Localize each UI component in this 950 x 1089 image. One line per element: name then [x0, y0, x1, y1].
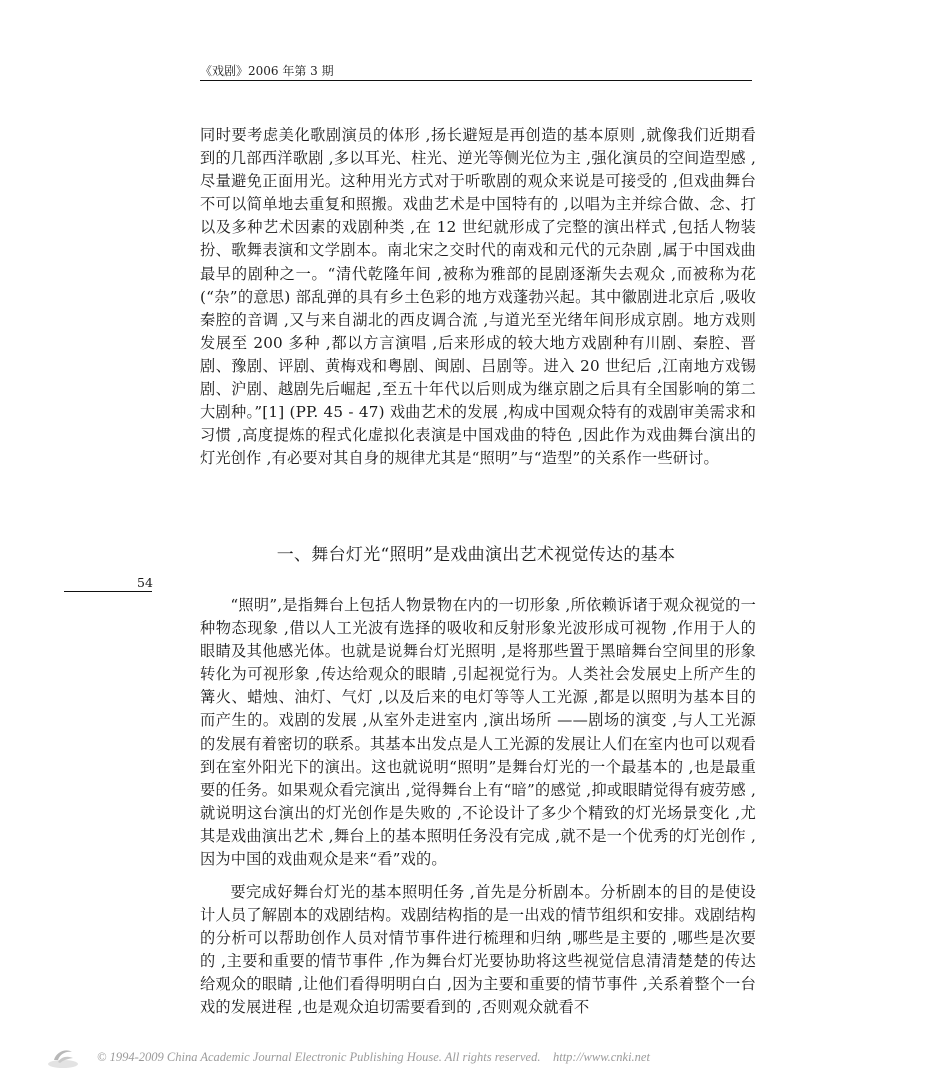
page-number-rule: [64, 591, 152, 592]
header-rule: [200, 80, 752, 81]
page-number: 54: [137, 575, 153, 590]
copyright-footer: © 1994-2009 China Academic Journal Electronic Publishing House. All rights reserved. http://www.cnki.net: [97, 1050, 650, 1064]
cnki-logo-icon: [46, 1044, 80, 1070]
body-paragraph-2: “照明”,是指舞台上包括人物景物在内的一切形象 ,所依赖诉诸于观众视觉的一种物态现象 ,借以人工光波有选择的吸收和反射形象光波形成可视物 ,作用于人的眼睛及其他感光体。也就是说舞台灯光照明 ,是将那些置于黑暗舞台空间里的形象转化为可视形象 ,传达给观众的眼睛 ,引起视觉行为。人类社会发展史上所产生的篝火、蜡烛、油灯、气灯 ,以及后来的电灯等等人工光源 ,都是以照明为基本目的而产生的。戏剧的发展 ,从室外走进室内 ,演出场所 ——剧场的演变 ,与人工光源的发展有着密切的联系。其基本出发点是人工光源的发展让人们在室内也可以观看到在室外阳光下的演出。这也就说明“照明”是舞台灯光的一个最基本的 ,也是最重要的任务。如果观众看完演出 ,觉得舞台上有“暗”的感觉 ,抑或眼睛觉得有疲劳感 ,就说明这台演出的灯光创作是失败的 ,不论设计了多少个精致的灯光场景变化 ,尤其是戏曲演出艺术 ,舞台上的基本照明任务没有完成 ,就不是一个优秀的灯光创作 ,因为中国的戏曲观众是来“看”戏的。: [200, 596, 756, 869]
body-paragraph-1: 同时要考虑美化歌剧演员的体形 ,扬长避短是再创造的基本原则 ,就像我们近期看到的几部西洋歌剧 ,多以耳光、柱光、逆光等侧光位为主 ,强化演员的空间造型感 ,尽量避免正面用光。这种用光方式对于听歌剧的观众来说是可接受的 ,但戏曲舞台不可以简单地去重复和照搬。戏曲艺术是中国特有的 ,以唱为主并综合做、念、打以及多种艺术因素的戏剧种类 ,在 12 世纪就形成了完整的演出样式 ,包括人物装扮、歌舞表演和文学剧本。南北宋之交时代的南戏和元代的元杂剧 ,属于中国戏曲最早的剧种之一。“清代乾隆年间 ,被称为雅部的昆剧逐渐失去观众 ,而被称为花(“杂”的意思) 部乱弹的具有乡土色彩的地方戏蓬勃兴起。其中徽剧进北京后 ,吸收秦腔的音调 ,又与来自湖北的西皮调合流 ,与道光至光绪年间形成京剧。地方戏则发展至 200 多种 ,都以方言演唱 ,后来形成的较大地方戏剧种有川剧、秦腔、晋剧、豫剧、评剧、黄梅戏和粤剧、闽剧、吕剧等。进入 20 世纪后 ,江南地方戏锡剧、沪剧、越剧先后崛起 ,至五十年代以后则成为继京剧之后具有全国影响的第二大剧种。”[1] (PP. 45 - 47) 戏曲艺术的发展 ,构成中国观众特有的戏剧审美需求和习惯 ,高度提炼的程式化虚拟化表演是中国戏曲的特色 ,因此作为戏曲舞台演出的灯光创作 ,有必要对其自身的规律尤其是“照明”与“造型”的关系作一些研讨。: [200, 126, 756, 468]
running-header: 《戏剧》2006 年第 3 期: [200, 64, 334, 78]
body-paragraph-3: 要完成好舞台灯光的基本照明任务 ,首先是分析剧本。分析剧本的目的是使设计人员了解剧本的戏剧结构。戏剧结构指的是一出戏的情节组织和安排。戏剧结构的分析可以帮助创作人员对情节事件进行梳理和归纳 ,哪些是主要的 ,哪些是次要的 ,主要和重要的情节事件 ,作为舞台灯光要协助将这些视觉信息清清楚楚的传达给观众的眼睛 ,让他们看得明明白白 ,因为主要和重要的情节事件 ,关系着整个一台戏的发展进程 ,也是观众迫切需要看到的 ,否则观众就看不: [200, 883, 756, 1017]
section-heading: 一、舞台灯光“照明”是戏曲演出艺术视觉传达的基本: [276, 545, 676, 565]
